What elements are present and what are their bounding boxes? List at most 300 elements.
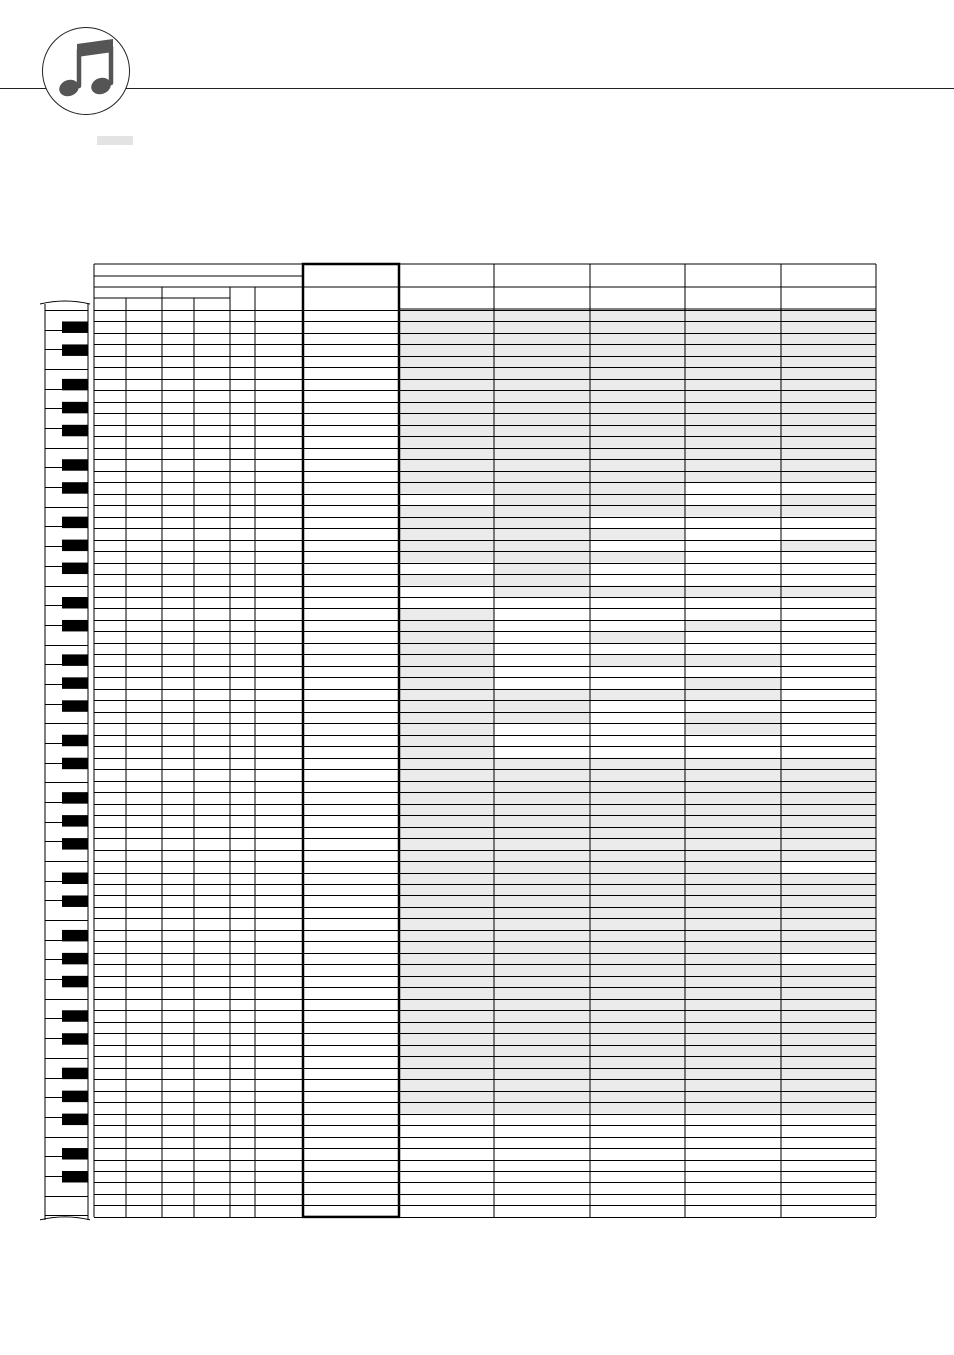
shaded-cell [494,873,590,884]
shaded-cell [494,1010,590,1021]
shaded-cell [494,356,590,367]
shaded-cell [590,884,685,895]
shaded-cell [781,827,876,838]
shaded-cell [590,804,685,815]
shaded-cell [685,838,781,849]
shaded-cell [781,792,876,803]
shaded-cell [399,367,494,378]
black-key [62,838,88,849]
black-key [62,563,88,574]
shaded-cell [781,918,876,929]
shaded-cell [494,1091,590,1102]
shaded-cell [590,953,685,964]
shaded-cell [494,827,590,838]
shaded-cell [590,1102,685,1113]
shaded-cell [590,505,685,516]
shaded-cell [494,494,590,505]
shaded-cell [781,758,876,769]
shaded-cell [590,448,685,459]
shaded-cell [685,379,781,390]
shaded-cell [781,333,876,344]
shaded-cell [399,1102,494,1113]
shaded-cell [781,1079,876,1090]
shaded-cell [399,333,494,344]
shaded-cell [781,976,876,987]
shaded-cell [781,425,876,436]
shaded-cell [685,1033,781,1044]
shaded-cell [781,390,876,401]
shaded-cell [399,1056,494,1067]
shaded-cell [494,540,590,551]
shaded-cell [685,758,781,769]
shaded-cell [399,677,494,688]
shaded-cell [781,1068,876,1079]
shaded-cell [590,815,685,826]
black-key [62,758,88,769]
shaded-cell [685,1010,781,1021]
black-key [62,425,88,436]
shaded-cell [494,344,590,355]
shaded-cell [685,850,781,861]
shaded-cell [781,471,876,482]
shaded-cell [494,792,590,803]
shaded-cell [399,620,494,631]
shaded-cell [781,895,876,906]
shaded-cell [494,781,590,792]
shaded-cell [685,505,781,516]
shaded-cell [685,964,781,975]
shaded-cell [399,321,494,332]
shaded-cell [685,792,781,803]
black-key [62,976,88,987]
shaded-cell [781,769,876,780]
shaded-cell [399,425,494,436]
shaded-cell [781,586,876,597]
shaded-cell [494,689,590,700]
shaded-cell [781,1033,876,1044]
shaded-cell [590,1056,685,1067]
shaded-cell [399,654,494,665]
shaded-cell [399,436,494,447]
shaded-cell [590,310,685,321]
shaded-cell [590,459,685,470]
shaded-cell [494,861,590,872]
shaded-cell [399,505,494,516]
shaded-cell [399,402,494,413]
shaded-cell [685,459,781,470]
shaded-cell [494,563,590,574]
shaded-cell [399,379,494,390]
shaded-cell [781,930,876,941]
shaded-cell [781,1045,876,1056]
shaded-cell [685,953,781,964]
shaded-cell [685,1068,781,1079]
shaded-cell [590,1091,685,1102]
shaded-cell [685,390,781,401]
shaded-cell [399,804,494,815]
black-key [62,540,88,551]
shaded-cell [494,1045,590,1056]
shaded-cell [399,850,494,861]
shaded-cell [781,367,876,378]
black-key [62,895,88,906]
shaded-cell [685,620,781,631]
shaded-cell [494,1079,590,1090]
shaded-cell [399,551,494,562]
shaded-cell [590,1068,685,1079]
shaded-cell [590,689,685,700]
shaded-cell [399,528,494,539]
shaded-cell [781,804,876,815]
shaded-cell [685,1022,781,1033]
shaded-cell [590,850,685,861]
shaded-cell [399,1033,494,1044]
shaded-cell [399,781,494,792]
black-key [62,344,88,355]
shaded-cell [399,712,494,723]
shaded-cell [399,884,494,895]
shaded-cell [494,471,590,482]
shaded-cell [494,953,590,964]
shaded-cell [494,310,590,321]
shaded-cell [781,1010,876,1021]
shaded-cell [399,356,494,367]
shaded-cell [399,1091,494,1102]
shaded-cell [685,781,781,792]
shaded-cell [399,930,494,941]
shaded-cell [685,999,781,1010]
shaded-cell [590,321,685,332]
shaded-cell [781,781,876,792]
shaded-cell [590,1079,685,1090]
shaded-cell [399,895,494,906]
shaded-cell [590,631,685,642]
shaded-cell [399,953,494,964]
shaded-cell [399,448,494,459]
shaded-cell [399,746,494,757]
shaded-cell [590,402,685,413]
shaded-cell [685,413,781,424]
shaded-cell [685,1102,781,1113]
shaded-cell [685,436,781,447]
shaded-cell [494,758,590,769]
shaded-cell [590,941,685,952]
shaded-cell [685,907,781,918]
shaded-cell [590,918,685,929]
shaded-cell [399,861,494,872]
shaded-cell [685,586,781,597]
shaded-cell [494,367,590,378]
shaded-cell [685,873,781,884]
shaded-cell [590,930,685,941]
shaded-cell [399,700,494,711]
shaded-cell [494,815,590,826]
black-key [62,402,88,413]
shaded-cell [494,333,590,344]
shaded-cell [685,471,781,482]
shaded-cell [590,586,685,597]
black-key [62,517,88,528]
shaded-cell [399,792,494,803]
shaded-cell [399,540,494,551]
shaded-cell [781,907,876,918]
shaded-cell [781,884,876,895]
shaded-cell [494,321,590,332]
keyboard-bottom-edge [40,1217,90,1220]
shaded-cell [685,987,781,998]
shaded-cell [399,964,494,975]
shaded-cell [399,1010,494,1021]
shaded-cell [399,310,494,321]
shaded-cell [494,1033,590,1044]
shaded-cell [590,838,685,849]
shaded-cell [685,827,781,838]
shaded-cell [494,838,590,849]
shaded-cell [685,804,781,815]
shaded-cell [399,769,494,780]
shaded-cell [494,413,590,424]
shaded-cell [781,964,876,975]
shaded-cell [590,758,685,769]
highlight-column-frame [303,264,399,1217]
shaded-cell [781,321,876,332]
shaded-cell [590,873,685,884]
shaded-cell [590,999,685,1010]
shaded-cell [685,769,781,780]
shaded-cell [399,976,494,987]
shaded-cell [399,574,494,585]
shaded-cell [685,689,781,700]
shaded-cell [781,1022,876,1033]
shaded-cell [494,528,590,539]
black-key [62,815,88,826]
black-key [62,459,88,470]
black-key [62,597,88,608]
shaded-cell [494,448,590,459]
black-key [62,873,88,884]
shaded-cell [494,482,590,493]
shaded-cell [399,827,494,838]
shaded-cell [494,379,590,390]
shaded-cell [685,654,781,665]
shaded-cell [685,941,781,952]
shaded-cell [590,390,685,401]
black-key [62,321,88,332]
shaded-cell [685,1045,781,1056]
shaded-cell [399,838,494,849]
shaded-cell [590,781,685,792]
black-key [62,1033,88,1044]
shaded-cell [685,333,781,344]
shaded-cell [494,574,590,585]
shaded-cell [494,425,590,436]
shaded-cell [399,735,494,746]
shaded-cell [685,448,781,459]
shaded-cell [494,769,590,780]
shaded-cell [590,964,685,975]
shaded-cell [494,850,590,861]
shaded-cell [399,918,494,929]
shaded-cell [685,723,781,734]
shaded-cell [781,941,876,952]
shaded-cell [494,1102,590,1113]
shaded-cell [494,987,590,998]
shaded-cell [494,517,590,528]
shaded-cell [399,999,494,1010]
black-key [62,1091,88,1102]
shaded-cell [781,344,876,355]
shaded-cell [399,1079,494,1090]
shaded-cell [494,1022,590,1033]
black-key [62,1114,88,1125]
shaded-cell [590,1010,685,1021]
shaded-cell [781,379,876,390]
shaded-cell [685,884,781,895]
shaded-cell [399,907,494,918]
shaded-cell [590,1022,685,1033]
shaded-cell [590,494,685,505]
shaded-cell [590,976,685,987]
shaded-cell [685,344,781,355]
shaded-cell [399,1068,494,1079]
shaded-cell [685,861,781,872]
shaded-cell [494,505,590,516]
shaded-cell [781,402,876,413]
shaded-cell [685,356,781,367]
shaded-cell [399,344,494,355]
shaded-cell [590,379,685,390]
shaded-cell [590,344,685,355]
shaded-cell [494,964,590,975]
black-key [62,953,88,964]
shaded-cell [494,586,590,597]
shaded-cell [399,987,494,998]
shaded-cell [399,723,494,734]
shaded-cell [494,1056,590,1067]
shaded-cell [494,551,590,562]
shaded-cell [685,930,781,941]
shaded-cell [685,976,781,987]
shaded-cell [590,895,685,906]
shaded-cell [494,459,590,470]
shaded-cell [399,1045,494,1056]
shaded-cell [781,413,876,424]
shaded-cell [590,528,685,539]
black-key [62,1010,88,1021]
shaded-cell [494,1068,590,1079]
shaded-cell [494,712,590,723]
shaded-cell [399,608,494,619]
shaded-cell [494,700,590,711]
shaded-cell [399,689,494,700]
black-key [62,677,88,688]
black-key [62,654,88,665]
shaded-cell [590,654,685,665]
shaded-cell [685,1079,781,1090]
shaded-cell [685,712,781,723]
black-key [62,930,88,941]
shaded-cell [590,425,685,436]
shaded-cell [685,425,781,436]
shaded-cell [685,321,781,332]
shaded-cell [685,367,781,378]
shaded-cell [494,918,590,929]
shaded-cell [494,804,590,815]
shaded-cell [590,356,685,367]
shaded-cell [781,436,876,447]
shaded-cell [781,459,876,470]
shaded-cell [399,666,494,677]
shaded-cell [781,999,876,1010]
shaded-cell [685,1091,781,1102]
black-key [62,700,88,711]
shaded-cell [399,482,494,493]
shaded-cell [685,677,781,688]
shaded-cell [399,517,494,528]
shaded-cell [685,402,781,413]
shaded-cell [685,310,781,321]
shaded-cell [590,987,685,998]
shaded-cell [781,310,876,321]
shaded-cell [781,505,876,516]
keyboard-top-edge [40,301,90,304]
shaded-cell [494,976,590,987]
shaded-cell [781,448,876,459]
black-key [62,792,88,803]
shaded-cell [590,907,685,918]
shaded-cell [494,999,590,1010]
shaded-cell [590,827,685,838]
shaded-cell [685,1056,781,1067]
shaded-cell [781,1091,876,1102]
shaded-cell [685,895,781,906]
black-key [62,482,88,493]
shaded-cell [590,769,685,780]
shaded-cell [494,402,590,413]
shaded-cell [590,367,685,378]
shaded-cell [399,941,494,952]
shaded-cell [399,459,494,470]
shaded-cell [781,873,876,884]
shaded-cell [590,551,685,562]
shaded-cell [399,471,494,482]
shaded-cell [781,987,876,998]
shaded-cell [781,1056,876,1067]
shaded-cell [590,436,685,447]
shaded-cell [781,540,876,551]
black-key [62,1148,88,1159]
shaded-cell [590,1045,685,1056]
shaded-cell [590,471,685,482]
shaded-cell [399,390,494,401]
shaded-cell [590,861,685,872]
shaded-cell [781,1102,876,1113]
shaded-cell [590,333,685,344]
shaded-cell [494,907,590,918]
shaded-cell [781,838,876,849]
shaded-cell [399,413,494,424]
shaded-cell [590,482,685,493]
black-key [62,620,88,631]
shaded-cell [781,850,876,861]
shaded-cell [399,643,494,654]
shaded-cell [685,918,781,929]
shaded-cell [494,436,590,447]
black-key [62,379,88,390]
shaded-cell [399,758,494,769]
shaded-cell [494,930,590,941]
shaded-cell [494,941,590,952]
